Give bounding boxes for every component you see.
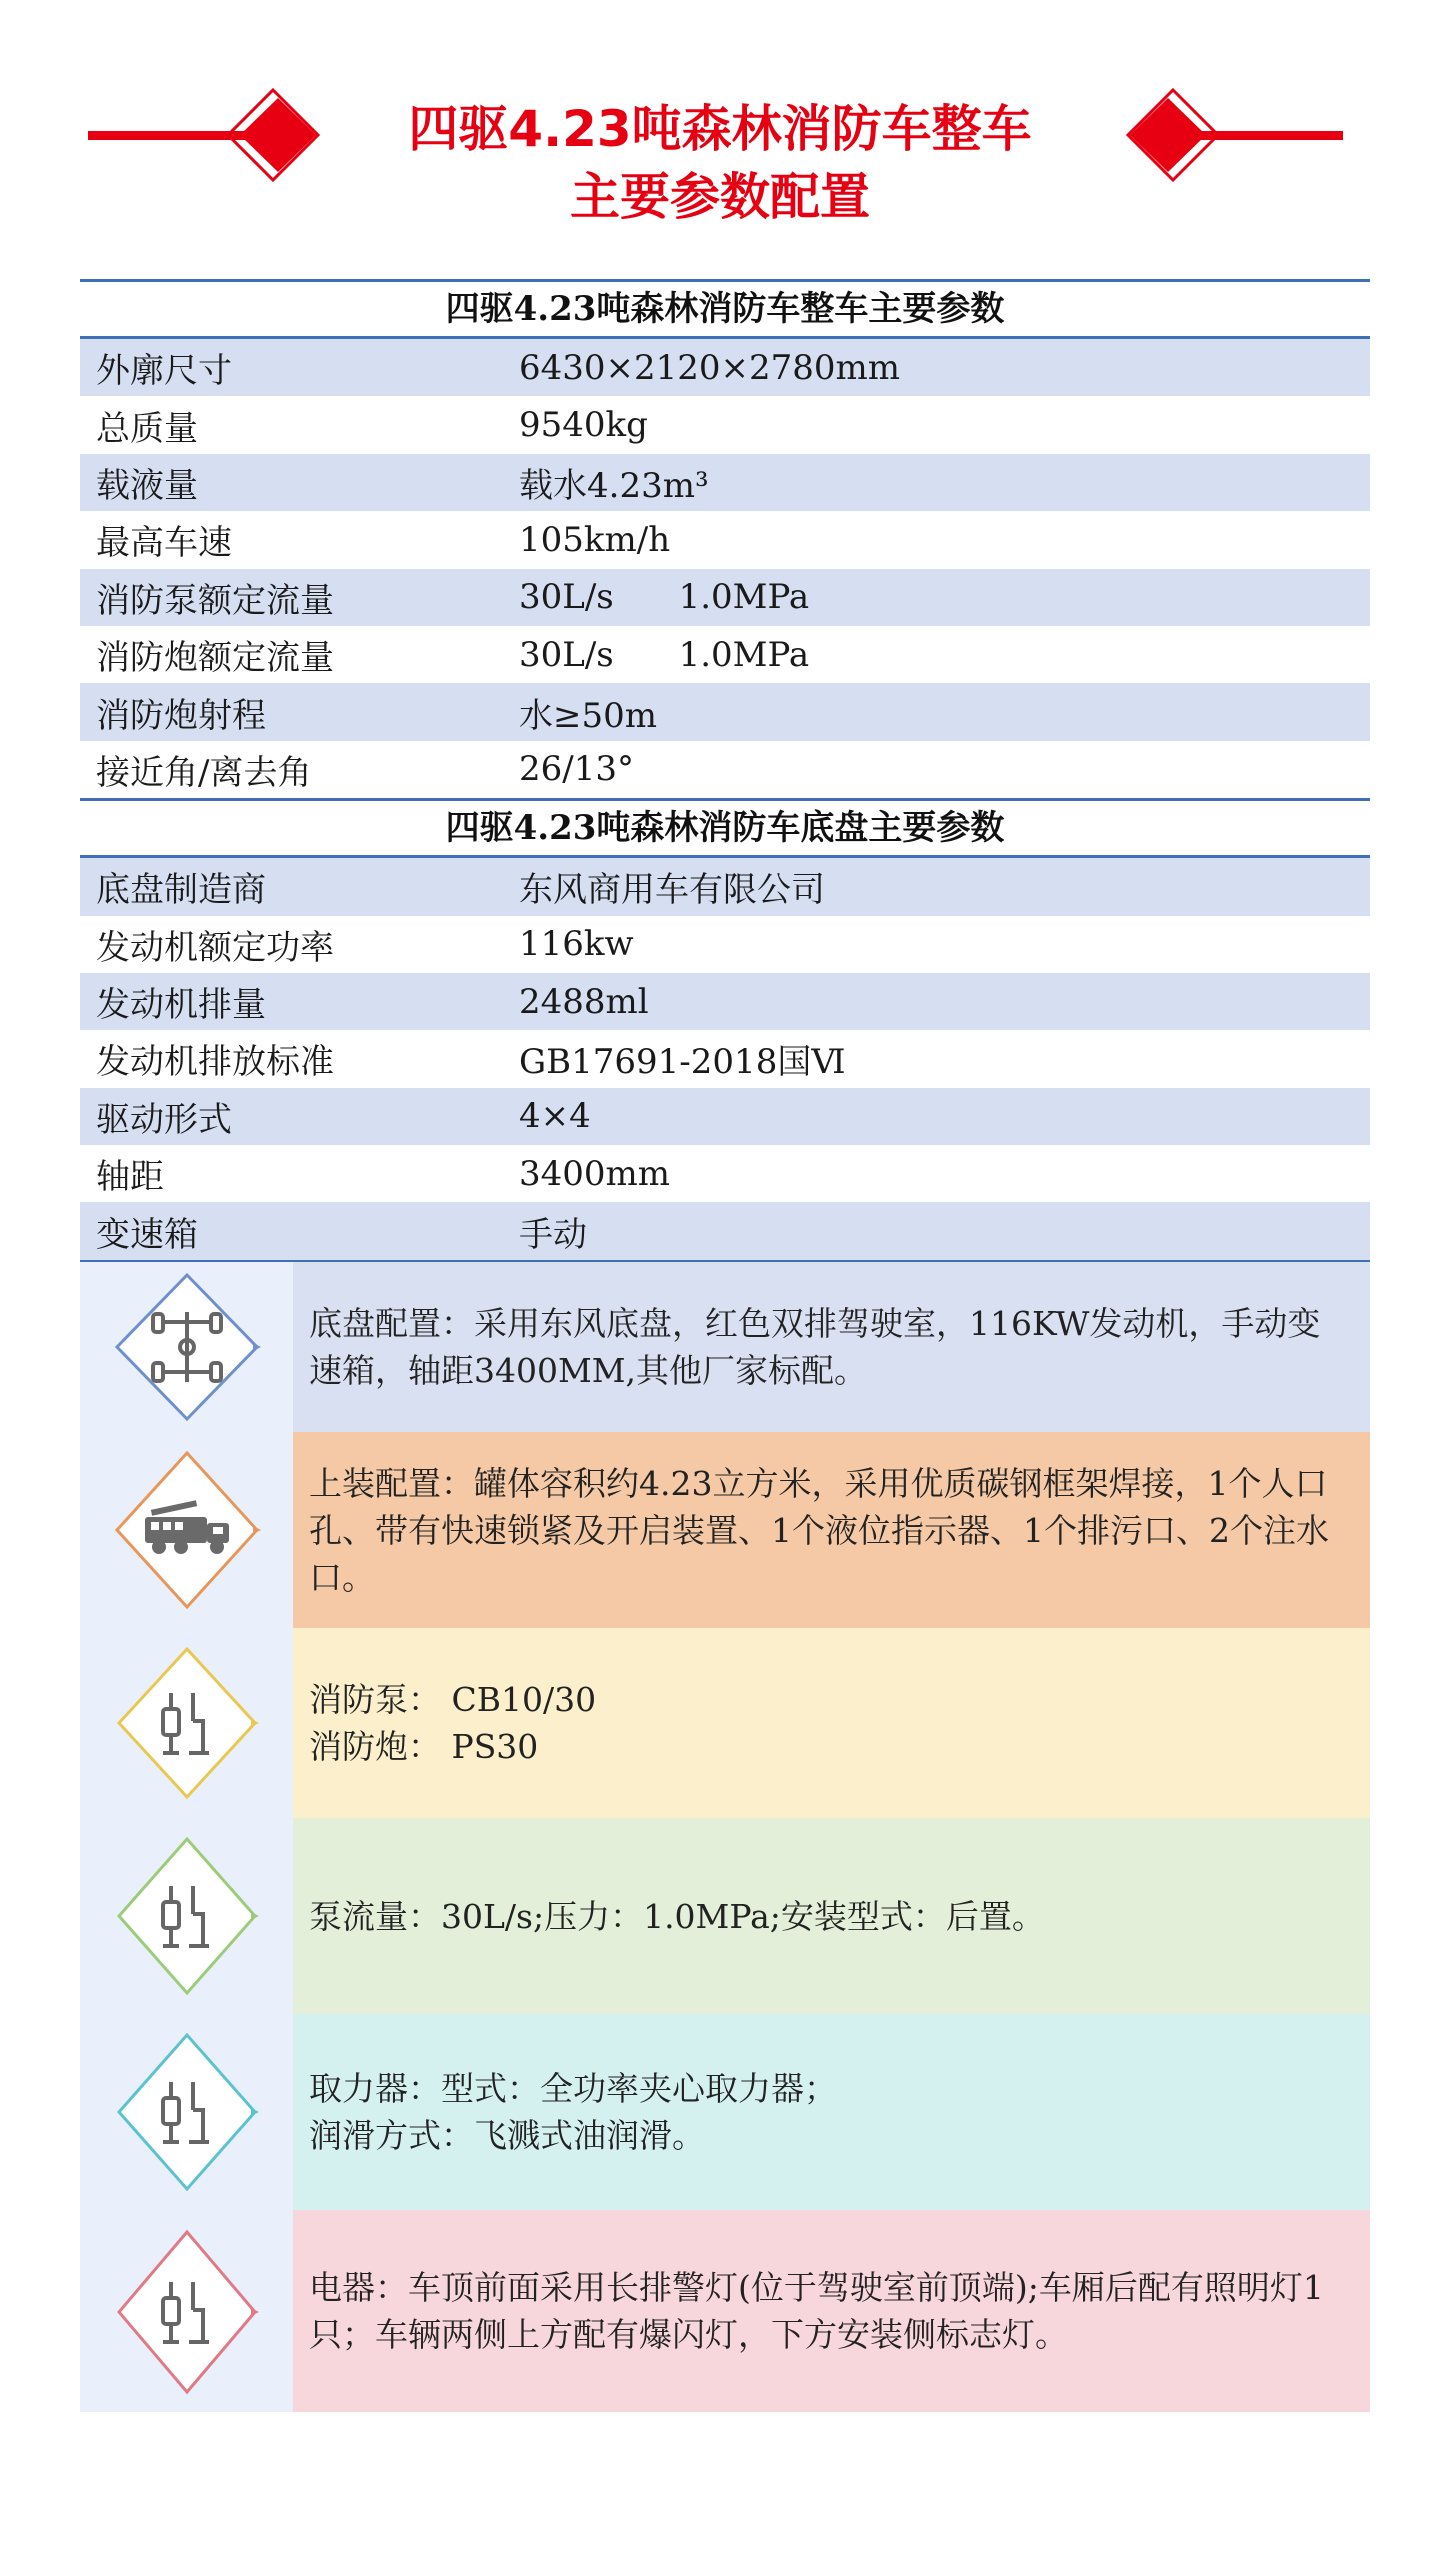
table-row [80, 1088, 1370, 1145]
param-label: 发动机排量 [96, 985, 266, 1026]
table-row [80, 916, 1370, 973]
param-label: 载液量 [96, 465, 198, 506]
param-label: 发动机排放标准 [96, 1042, 334, 1083]
param-label: 最高车速 [96, 523, 232, 564]
cannon-model-line: 消防炮： PS30 [309, 1727, 539, 1766]
feature-card-chassis [80, 1262, 1370, 1432]
param-label: 消防炮额定流量 [96, 638, 334, 679]
param-label: 轴距 [96, 1157, 164, 1198]
pipe-valve-icon [107, 2027, 267, 2197]
page-subtitle: 主要参数配置 [570, 168, 870, 226]
feature-text [293, 2210, 1370, 2412]
feature-card-pump [80, 1628, 1370, 1818]
param-value: 105km/h [519, 519, 671, 560]
param-label: 总质量 [96, 408, 198, 449]
feature-icon-cell [80, 2210, 293, 2412]
pto-type-line: 取力器：型式：全功率夹心取力器； [309, 2069, 837, 2108]
pipe-valve-icon [107, 1641, 267, 1806]
fire-truck-icon [107, 1445, 267, 1615]
electrical-text: 电器：车顶前面采用长排警灯(位于驾驶室前顶端);车厢后配有照明灯1只；车辆两侧上方配有爆闪灯，下方安装侧标志灯。 [309, 2268, 1324, 2354]
feature-text [293, 1628, 1370, 1818]
feature-text [293, 1262, 1370, 1432]
param-label: 外廓尺寸 [96, 351, 232, 392]
feature-icon-cell [80, 1628, 293, 1818]
table-row [80, 973, 1370, 1030]
table-row [80, 396, 1370, 453]
table-row [80, 511, 1370, 568]
table-row [80, 683, 1370, 740]
param-value: GB17691-2018国Ⅵ [519, 1042, 846, 1083]
param-value: 4×4 [519, 1096, 591, 1137]
vehicle-params-heading: 四驱4.23吨森林消防车整车主要参数 [80, 279, 1370, 339]
feature-text [293, 2014, 1370, 2210]
pipe-valve-icon [107, 1831, 267, 2001]
chassis-config-text: 底盘配置：采用东风底盘，红色双排驾驶室，116KW发动机，手动变速箱，轴距3400MM,其他厂家标配。 [309, 1304, 1321, 1390]
param-label: 变速箱 [96, 1214, 198, 1255]
param-label: 消防炮射程 [96, 695, 266, 736]
lubrication-line: 润滑方式：飞溅式油润滑。 [309, 2116, 705, 2155]
page-header [0, 0, 1440, 260]
param-label: 底盘制造商 [96, 870, 266, 911]
param-label: 发动机额定功率 [96, 927, 334, 968]
param-value: 东风商用车有限公司 [519, 870, 825, 911]
param-value: 116kw [519, 924, 634, 965]
feature-card-electrical [80, 2210, 1370, 2412]
param-label: 驱动形式 [96, 1099, 232, 1140]
page-title: 四驱4.23吨森林消防车整车 [408, 100, 1032, 158]
param-value: 6430×2120×2780mm [519, 347, 901, 388]
feature-icon-cell [80, 2014, 293, 2210]
table-row [80, 569, 1370, 626]
feature-text [293, 1818, 1370, 2014]
feature-icon-cell [80, 1262, 293, 1432]
param-value: 26/13° [519, 749, 634, 790]
chassis-params-heading: 四驱4.23吨森林消防车底盘主要参数 [80, 798, 1370, 858]
feature-icon-cell [80, 1818, 293, 2014]
param-value: 3400mm [519, 1153, 671, 1194]
table-row [80, 1202, 1370, 1259]
param-value: 水≥50m [519, 695, 657, 736]
table-row [80, 626, 1370, 683]
pipe-valve-icon [107, 2224, 267, 2399]
param-value: 30L/s 1.0MPa [519, 634, 810, 675]
feature-card-pto [80, 2014, 1370, 2210]
pump-flow-text: 泵流量：30L/s;压力：1.0MPa;安装型式：后置。 [309, 1896, 1045, 1936]
table-row [80, 858, 1370, 915]
param-value: 2488ml [519, 981, 649, 1022]
table-row [80, 1145, 1370, 1202]
param-label: 消防泵额定流量 [96, 580, 334, 621]
param-value: 9540kg [519, 405, 648, 446]
feature-text [293, 1432, 1370, 1628]
table-row [80, 339, 1370, 396]
param-value: 30L/s 1.0MPa [519, 577, 810, 618]
param-value: 载水4.23m³ [519, 465, 709, 506]
table-row [80, 741, 1370, 798]
table-row [80, 1030, 1370, 1087]
spec-table [80, 279, 1370, 1263]
param-value: 手动 [519, 1214, 587, 1255]
feature-icon-cell [80, 1432, 293, 1628]
table-row [80, 454, 1370, 511]
body-config-text: 上装配置：罐体容积约4.23立方米，采用优质碳钢框架焊接，1个人口孔、带有快速锁紧及开启装置、1个液位指示器、1个排污口、2个注水口。 [309, 1463, 1329, 1597]
feature-card-flow [80, 1818, 1370, 2014]
feature-card-body [80, 1432, 1370, 1628]
param-label: 接近角/离去角 [96, 752, 312, 793]
feature-list [80, 1262, 1370, 2412]
chassis-axle-icon [107, 1267, 267, 1427]
pump-model-line: 消防泵： CB10/30 [309, 1680, 597, 1719]
